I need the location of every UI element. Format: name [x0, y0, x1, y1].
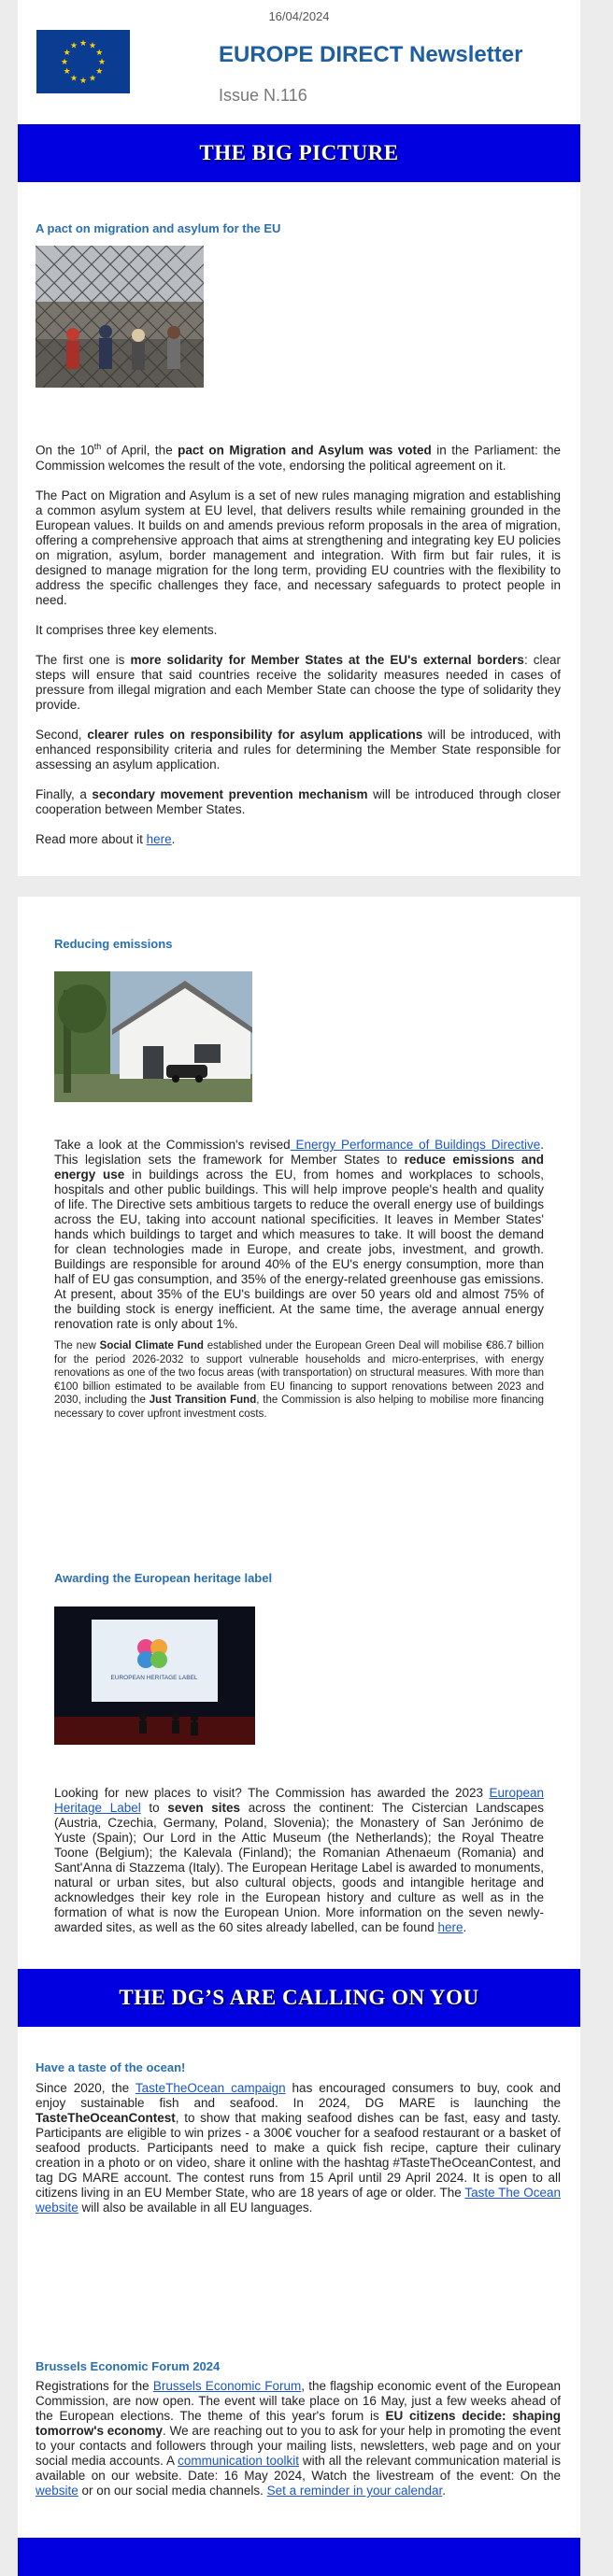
text: .	[171, 831, 176, 846]
star-icon: ★	[97, 58, 107, 67]
migration-photo	[36, 246, 204, 388]
star-icon: ★	[63, 49, 71, 58]
text: . We are reaching out to you to ask for your help in promoting the event to your contacts and followers through your mailing lists, newsletters, web page and on your social media accounts. A	[36, 2424, 561, 2468]
star-icon: ★	[69, 74, 78, 84]
text: , the Commission is also helping to mobilise more financing necessary to cover upfront investment costs.	[54, 1394, 544, 1420]
tastetheocean-website-link[interactable]: Taste The Ocean website	[36, 2186, 561, 2215]
issue-date: 16/04/2024	[268, 9, 330, 23]
tastetheocean-campaign-link[interactable]: TasteTheOcean campaign	[135, 2081, 286, 2095]
text: Take a look at the Commission's revised	[54, 1138, 291, 1152]
article-heritage	[36, 1507, 562, 1954]
star-icon: ★	[78, 39, 88, 49]
text: Second,	[36, 727, 88, 742]
paragraph: The Pact on Migration and Asylum is a set of new rules managing migration and establishing a common asylum system at EU level, that delivers results while remaining grounded in the European values. It builds on and amends previous reform proposals in the area of migration, offering a comprehensive approach that aims at strengthening and integrating key EU policies on migration, asylum, border management and integration. With firm but fair rules, it is designed to manage migration for the long term, providing EU countries with the flexibility to address the specific challenges they face, and necessary safeguards to protect people in need.	[36, 488, 561, 607]
text: , the flagship economic event of the European Commission, are now open. The event will take place on 16 May, just a few weeks ahead of the European elections. The theme of this year's forum is	[36, 2379, 561, 2423]
star-icon: ★	[63, 67, 71, 77]
text: will be introduced through closer cooperation between Member States.	[36, 786, 561, 816]
star-icon: ★	[88, 41, 97, 51]
text: will also be available in all EU languages.	[78, 2201, 313, 2215]
star-icon: ★	[69, 41, 78, 51]
emissions-house-photo	[54, 971, 252, 1102]
article-migration-body	[36, 439, 561, 862]
heritage-event-photo	[54, 1606, 255, 1745]
article-title: Reducing emissions	[54, 937, 173, 951]
text: : clear steps will ensure that said countries receive the solidarity measures needed in cases of pressure from illegal migration and each Member State can choose the type of solidarity they provide.	[36, 652, 561, 712]
text: will be introduced, with enhanced responsibility criteria and rules for determining the Member State responsible for assessing an asylum application.	[36, 727, 561, 771]
text: .	[463, 1920, 467, 1934]
bold-text: Social Climate Fund	[99, 1340, 204, 1352]
eu-flag-logo	[36, 30, 130, 93]
text: On the 10	[36, 443, 94, 458]
bold-text: TasteTheOceanContest	[36, 2111, 176, 2125]
calendar-reminder-link[interactable]: Set a reminder in your calendar	[266, 2484, 443, 2498]
star-icon: ★	[78, 77, 88, 86]
paragraph	[54, 1339, 544, 1421]
paragraph	[36, 2081, 561, 2215]
text: Finally, a	[36, 786, 93, 801]
text: . This legislation sets the framework for Member States to	[54, 1138, 544, 1167]
star-icon: ★	[95, 49, 104, 58]
article-emissions	[36, 897, 562, 1496]
eu-stars-icon	[36, 30, 130, 93]
paragraph	[36, 787, 561, 817]
brussels-economic-forum-link[interactable]: Brussels Economic Forum	[152, 2379, 302, 2393]
text: or on our social media channels.	[78, 2484, 267, 2498]
read-more-link[interactable]: here	[146, 831, 172, 846]
superscript: th	[93, 442, 102, 451]
text: in the Parliament: the Commission welcomes the result of the vote, endorsing the political agreement on it.	[36, 443, 561, 473]
bold-text: EU citizens decide: shaping tomorrow's economy	[36, 2409, 561, 2438]
paragraph	[36, 439, 561, 474]
bold-text: more solidarity for Member States at the EU's external borders	[130, 652, 524, 667]
star-icon: ★	[95, 67, 104, 77]
text: The new	[54, 1340, 100, 1352]
bold-text: seven sites	[167, 1801, 241, 1815]
paragraph	[36, 728, 561, 772]
text: The first one is	[36, 652, 131, 667]
article-title: A pact on migration and asylum for the EU	[36, 221, 281, 235]
text: in buildings across the EU, from homes and workplaces to schools, hospitals and other public buildings. This will help improve people's health and quality of life. The Directive sets ambitious targets to reduce the overall energy use of buildings across the EU, taking into account national specificities. It leaves in Member States' hands which buildings to target and which measures to take. It will boost the demand for clean technologies made in Europe, and create jobs, investment, and growth. Buildings are responsible for around 40% of the EU's energy consumption, more than half of EU gas consumption, and 35% of the energy-related greenhouse gas emissions. At present, about 35% of the EU's buildings are over 50 years old and almost 75% of the building stock is energy inefficient. At the same time, the average annual energy renovation rate is only about 1%.	[54, 1168, 544, 1331]
masthead	[18, 28, 580, 112]
star-icon: ★	[88, 74, 97, 84]
article-title: Awarding the European heritage label	[54, 1571, 273, 1585]
bold-text: clearer rules on responsibility for asylum applications	[87, 727, 423, 742]
paragraph	[36, 832, 561, 847]
text: .	[442, 2484, 447, 2498]
article-migration	[36, 221, 561, 388]
article-heritage-body	[54, 1786, 544, 1950]
section-heading: THE BIG PICTURE	[199, 141, 399, 164]
article-forum-body	[36, 2379, 561, 2513]
section-heading: THE DG’S ARE CALLING ON YOU	[119, 1986, 479, 2009]
text: has encouraged consumers to buy, cook and enjoy sustainable fish and seafood. In 2024, DG MARE is launching the	[36, 2081, 562, 2110]
heritage-label-link[interactable]: European Heritage Label	[54, 1786, 544, 1815]
communication-toolkit-link[interactable]: communication toolkit	[178, 2454, 300, 2468]
issue-number: Issue N.116	[219, 86, 307, 105]
newsletter-title: EUROPE DIRECT Newsletter	[219, 42, 523, 67]
section-band-big-picture	[18, 124, 580, 182]
paragraph	[54, 1138, 544, 1332]
footer-band	[18, 2538, 580, 2576]
bold-text: reduce emissions and energy use	[54, 1153, 544, 1182]
paragraph: It comprises three key elements.	[36, 622, 218, 637]
article-forum	[18, 2317, 580, 2576]
epbd-link[interactable]: Energy Performance of Buildings Directive	[290, 1138, 541, 1152]
text: Read more about it	[36, 831, 147, 846]
text: across the continent: The Cistercian Landscapes (Austria, Czechia, Germany, Poland, Slovenia); the Monastery of San Jerónimo de Yuste (Spain); Our Lord in the Attic Museum (the Netherlands); the Royal Theatre Toone (Belgium); the Kalevala (Finland); the Romanian Athenaeum (Romania) and Sant'Anna di Stazzema (Italy). The European Heritage Label is awarded to monuments, natural or urban sites, but also cultural objects, goods and intangible heritage and acknowledges their key role in the European history and culture as well as in the formation of what is now the European Union. More information on the seven newly-awarded sites, as well as the 60 sites already labelled, can be found	[54, 1801, 544, 1934]
text: established under the European Green Deal will mobilise €86.7 billion for the period 2026-2032 to support vulnerable households and micro-enterprises, with energy renovations as one of the two focus areas (with transportation) on structural measures. With more than €100 billion estimated to be available from EU financing to support renovations between 2023 and 2030, including the	[54, 1340, 544, 1406]
text: of April, the	[101, 443, 178, 458]
text: Registrations for the	[36, 2379, 153, 2393]
text: with all the relevant communication material is available on our website. Date: 16 May 2024, Watch the livestream of the event: On the	[36, 2454, 561, 2483]
paragraph	[36, 2379, 561, 2498]
paragraph	[36, 653, 561, 713]
bold-text: secondary movement prevention mechanism	[92, 786, 368, 801]
separator	[18, 876, 580, 897]
bold-text: pact on Migration and Asylum was voted	[178, 443, 432, 458]
screen-label: EUROPEAN HERITAGE LABEL	[110, 1675, 198, 1681]
article-title: Have a taste of the ocean!	[36, 2060, 186, 2074]
website-link[interactable]: website	[36, 2484, 78, 2498]
article-title: Brussels Economic Forum 2024	[36, 2359, 221, 2373]
section-band-dg-calling	[18, 1969, 580, 2027]
heritage-sites-link[interactable]: here	[437, 1920, 463, 1934]
text: to	[140, 1801, 168, 1815]
text: Looking for new places to visit? The Commission has awarded the 2023	[54, 1786, 490, 1800]
text: , to show that making seafood dishes can be fast, easy and tasty. Participants are eligible to win prizes - a 300€ voucher for a seafood restaurant or a basket of seafood products. Participants need to make a quick fish recipe, capture their culinary creation in a photo or on video, share it online with the hashtag #TasteTheOceanContest, and tag DG MARE account. The contest runs from 15 April until 29 April 2024. It is open to all citizens living in an EU Member State, who are 18 years of age or older. The	[36, 2111, 561, 2200]
section-dg-calling	[18, 1969, 580, 2300]
paragraph	[54, 1786, 544, 1935]
text: Since 2020, the	[36, 2081, 135, 2095]
article-emissions-body	[54, 1138, 544, 1436]
star-icon: ★	[60, 58, 69, 67]
article-ocean-body	[36, 2081, 561, 2230]
bold-text: Just Transition Fund	[149, 1394, 257, 1406]
